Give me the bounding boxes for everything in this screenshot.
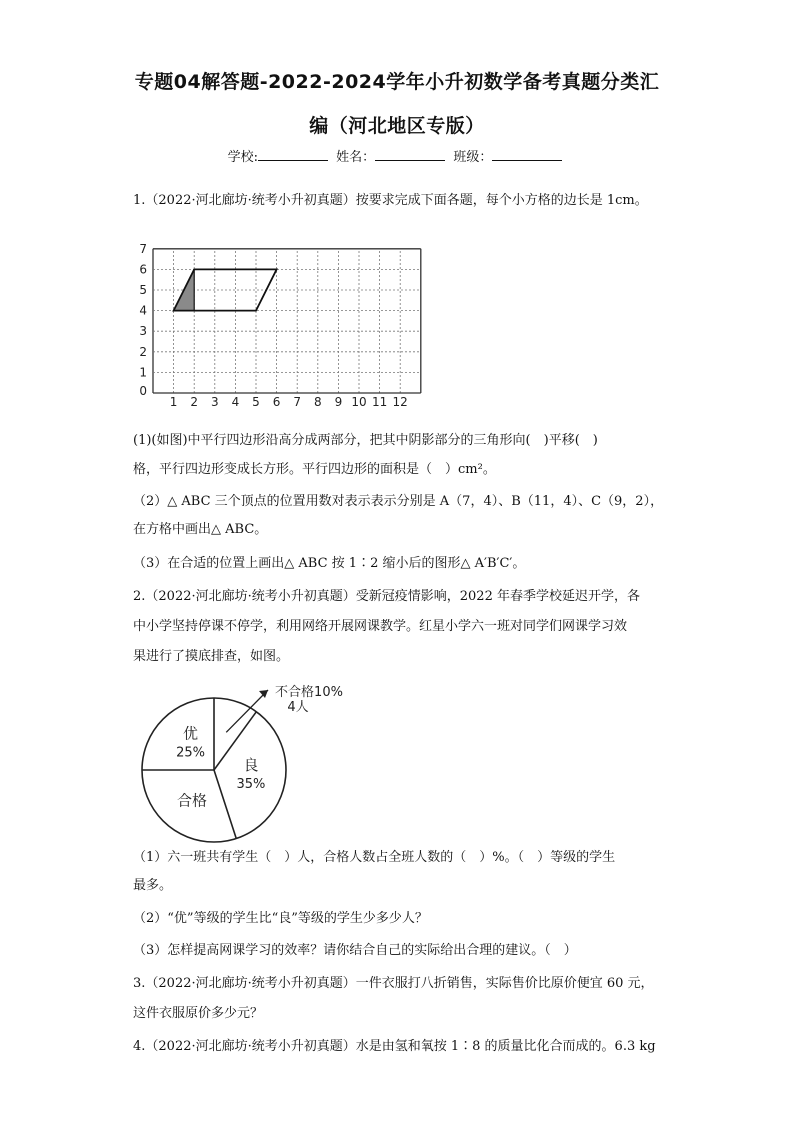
x-axis-label: 1 xyxy=(169,395,178,409)
name-blank[interactable] xyxy=(375,148,445,161)
q2-pie-chart xyxy=(130,675,370,845)
school-label: 学校: xyxy=(227,150,259,165)
y-axis-label: 2 xyxy=(139,344,147,359)
y-axis-label: 0 xyxy=(139,384,147,398)
pie-value-you: 25% xyxy=(176,745,205,761)
x-axis-label: 12 xyxy=(392,395,408,409)
q1-part1-line2: 格，平行四边形变成长方形。平行四边形的面积是（ ）cm²。 xyxy=(133,462,496,477)
x-axis-label: 6 xyxy=(272,395,281,409)
name-label: 姓名： xyxy=(336,150,376,165)
q2-part1-line1: （1）六一班共有学生（ ）人，合格人数占全班人数的（ ）%。（ ）等级的学生 xyxy=(133,850,616,865)
x-axis-label: 5 xyxy=(252,395,260,409)
q1-part2-line2: 在方格中画出△ ABC。 xyxy=(133,522,268,537)
y-axis-label: 4 xyxy=(139,303,147,318)
q2-part1-line2: 最多。 xyxy=(133,878,173,893)
q1-part2-line1: （2）△ ABC 三个顶点的位置用数对表示表示分别是 A（7，4）、B（11，4）、C（9，2）， xyxy=(133,494,664,509)
pie-label-hege: 合格 xyxy=(176,791,208,810)
y-axis-label: 5 xyxy=(139,283,147,297)
grid-axis-labels xyxy=(139,242,407,409)
pie-value-liang: 35% xyxy=(236,776,266,792)
pie-label-buhege: 不合格10% xyxy=(275,685,343,700)
y-axis-label: 3 xyxy=(139,324,147,339)
school-blank[interactable] xyxy=(258,148,328,161)
q2-intro-line3: 果进行了摸底排查，如图。 xyxy=(133,649,290,664)
x-axis-label: 11 xyxy=(371,395,388,409)
class-label: 班级： xyxy=(453,150,493,165)
x-axis-label: 8 xyxy=(313,395,322,409)
student-info-line xyxy=(0,146,794,165)
title-line-2: 编（河北地区专版） xyxy=(309,115,485,137)
y-axis-label: 7 xyxy=(139,241,147,256)
x-axis-label: 3 xyxy=(210,395,219,409)
q2-intro-line2: 中小学坚持停课不停学，利用网络开展网课教学。红星小学六一班对同学们网课学习效 xyxy=(133,619,628,634)
q4-line1: 4.（2022·河北廊坊·统考小升初真题）水是由氢和氧按 1∶8 的质量比化合而成的。6.3 kg xyxy=(133,1039,656,1054)
title-line-1: 专题04解答题-2022-2024学年小升初数学备考真题分类汇 xyxy=(134,71,660,93)
arrow-head-icon xyxy=(259,690,268,698)
q2-part3: （3）怎样提高网课学习的效率？请你结合自己的实际给出合理的建议。（ ） xyxy=(133,943,577,958)
x-axis-label: 10 xyxy=(351,395,367,409)
q1-grid-figure xyxy=(135,236,425,416)
pie-label-you: 优 xyxy=(183,724,199,743)
x-axis-label: 2 xyxy=(190,395,199,409)
q2-part2: （2）“优”等级的学生比“良”等级的学生少多少人？ xyxy=(133,911,428,926)
y-axis-label: 6 xyxy=(139,262,147,277)
x-axis-label: 4 xyxy=(231,395,240,409)
x-axis-label: 9 xyxy=(334,395,343,409)
y-axis-label: 1 xyxy=(139,365,147,380)
q2-intro-line1: 2.（2022·河北廊坊·统考小升初真题）受新冠疫情影响，2022 年春季学校延迟开学，各 xyxy=(133,589,640,604)
q3-line2: 这件衣服原价多少元？ xyxy=(133,1006,264,1021)
q3-line1: 3.（2022·河北廊坊·统考小升初真题）一件衣服打八折销售，实际售价比原价便宜 60 元， xyxy=(133,976,654,991)
q1-part1-line1: (1)(如图)中平行四边形沿高分成两部分，把其中阴影部分的三角形向( )平移( ) xyxy=(133,433,598,448)
q1-intro: 1.（2022·河北廊坊·统考小升初真题）按要求完成下面各题，每个小方格的边长是 1cm。 xyxy=(133,193,648,208)
x-axis-label: 7 xyxy=(293,395,302,409)
class-blank[interactable] xyxy=(492,148,562,161)
pie-label-liang: 良 xyxy=(243,755,259,774)
q1-part3: （3）在合适的位置上画出△ ABC 按 1∶2 缩小后的图形△ A′B′C′。 xyxy=(133,556,526,571)
pie-value-buhege: 4人 xyxy=(287,700,309,715)
